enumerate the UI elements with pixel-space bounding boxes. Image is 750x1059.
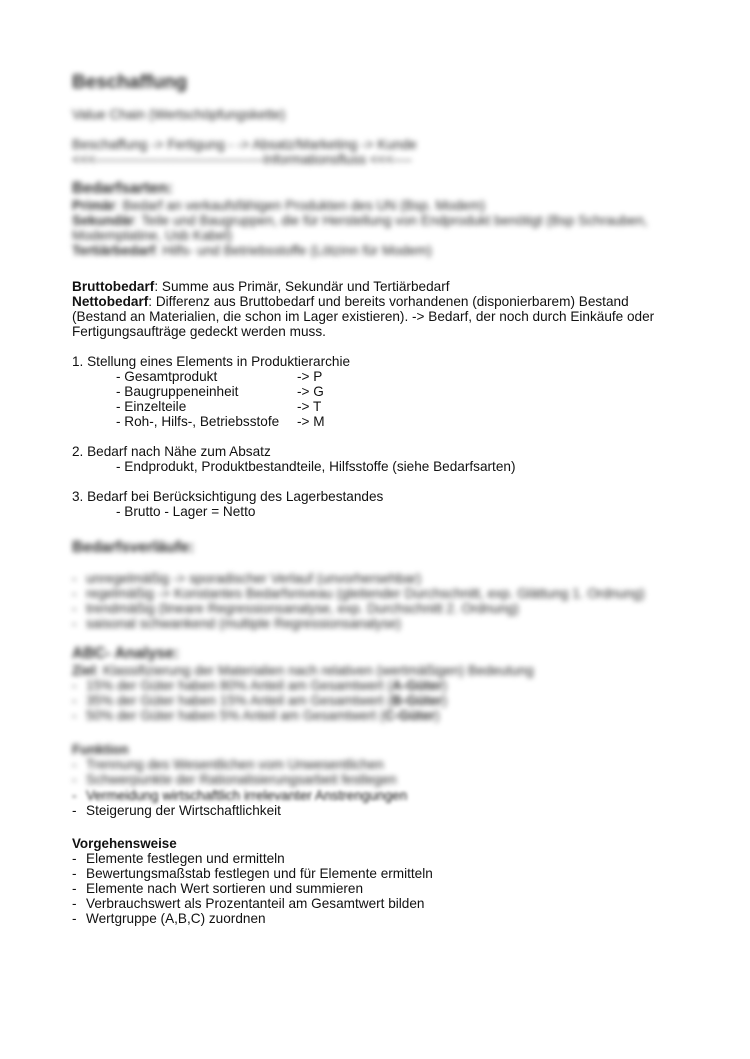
item2-heading: 2. Bedarf nach Nähe zum Absatz	[72, 444, 271, 459]
primaer-text: : Bedarf an verkaufsfähigen Produkten des UN (Bsp. Modem)	[115, 198, 486, 213]
item3-heading: 3. Bedarf bei Berücksichtigung des Lagerbestandes	[72, 489, 384, 504]
netto-term: Nettobedarf	[72, 294, 149, 309]
bedarf-tertiaer	[72, 243, 710, 258]
ziel-term: Ziel	[72, 663, 96, 678]
page-title: Beschaffung	[72, 72, 188, 93]
abc-ziel	[72, 663, 710, 678]
blurred-lower-section	[72, 538, 710, 787]
list-item: - Schwerpunkte der Rationalisierungsarbeit festlegen	[72, 772, 710, 787]
funktion-clear-list	[72, 803, 710, 818]
abc-list	[72, 678, 710, 723]
abc-item-end: )	[435, 708, 440, 723]
list-item: - Elemente nach Wert sortieren und summieren	[72, 881, 710, 896]
abc-item-bold: A-Güter	[392, 678, 443, 693]
hierarchy-label: - Gesamtprodukt	[116, 369, 218, 384]
abc-item-end: )	[442, 693, 448, 708]
list-item: - Verbrauchswert als Prozentanteil am Gesamtwert bilden	[72, 896, 710, 911]
list-item: - Wertgruppe (A,B,C) zuordnen	[72, 911, 710, 926]
brutto-text: : Summe aus Primär, Sekundär und Tertiärbedarf	[154, 279, 450, 294]
abc-item-bold: B-Güter	[392, 693, 443, 708]
hierarchy-label: - Baugruppeneinheit	[116, 384, 239, 399]
abc-item-bold: C-Güter	[384, 708, 436, 723]
netto-line2: (Bestand an Materialien, die schon im Lager existieren). -> Bedarf, der noch durch Einkäufe oder	[72, 309, 655, 324]
hierarchy-code: -> M	[297, 414, 325, 429]
value-chain-flow: Beschaffung -> Fertigung - -> Absatz/Marketing -> Kunde	[72, 137, 417, 152]
hierarchy-code: -> P	[297, 369, 323, 384]
hierarchy-row	[72, 414, 710, 429]
hierarchy-row	[72, 384, 710, 399]
tertiaer-term: Tertiärbedarf	[72, 243, 155, 258]
abc-heading: ABC- Analyse:	[72, 645, 180, 662]
list-item	[72, 678, 710, 693]
value-chain-heading: Value Chain (Wertschöpfungskette)	[72, 107, 286, 122]
ziel-text: : Klassifizierung der Materialien nach relativen (wertmäßigen) Bedeutung	[95, 663, 534, 678]
bedarf-sekundaer	[72, 213, 710, 228]
list-item: - Trennung des Wesentlichen vom Unwesentlichen	[72, 757, 710, 772]
abc-item-text: 35% der Güter haben 15% Anteil am Gesamtwert (	[86, 693, 393, 708]
abc-item-text: 50% der Güter haben 5% Anteil am Gesamtwert (	[86, 708, 385, 723]
netto-line3: Fertigungsaufträge gedeckt werden muss.	[72, 324, 326, 339]
list-item: - Steigerung der Wirtschaftlichkeit	[72, 803, 710, 818]
funktion-heading: Funktion	[72, 742, 129, 757]
verlaeufe-list	[72, 571, 710, 631]
hierarchy-code: -> T	[297, 399, 322, 414]
funktion-partial-list	[72, 788, 407, 803]
bedarf-primaer	[72, 198, 710, 213]
item3-sub: - Brutto - Lager = Netto	[116, 504, 256, 519]
abc-item-text: 15% der Güter haben 80% Anteil am Gesamtwert (	[86, 678, 393, 693]
list-item	[72, 708, 710, 723]
nettobedarf-line	[72, 294, 710, 309]
clear-middle-section	[72, 279, 710, 519]
verlaeufe-heading: Bedarfsverläufe:	[72, 539, 195, 556]
value-chain-info: <<<-------------------------------------Informationsfluss <<<----	[72, 152, 412, 167]
hierarchy-code: -> G	[297, 384, 324, 399]
list-item: - trendmäßig (lineare Regressionsanalyse, exp. Durchschnitt 2. Ordnung)	[72, 601, 710, 616]
list-item: - saisonal schwankend (multiple Regressionsanalyse)	[72, 616, 710, 631]
list-item: - Vermeidung wirtschaftlich irrelevanter Anstrengungen	[72, 788, 407, 803]
list-item: - regelmäßig -> Konstantes Bedarfsniveau (gleitender Durchschnitt, exp. Glättung 1. Ordnung)	[72, 586, 710, 601]
blurred-header-section	[72, 72, 710, 258]
sekundaer-term: Sekundär	[72, 213, 134, 228]
netto-line1: : Differenz aus Bruttobedarf und bereits vorhandenen (disponierbarem) Bestand	[148, 294, 629, 309]
bedarf-sekundaer-cont: Modemplatine, Usb Kabel)	[72, 228, 233, 243]
item2-sub: - Endprodukt, Produktbestandteile, Hilfsstoffe (siehe Bedarfsarten)	[116, 459, 516, 474]
hierarchy-row	[72, 399, 710, 414]
list-item: - Elemente festlegen und ermitteln	[72, 851, 710, 866]
vorgehen-heading: Vorgehensweise	[72, 836, 177, 851]
vorgehen-list	[72, 851, 710, 926]
sekundaer-text: : Teile und Baugruppen, die für Herstellung von Endprodukt benötigt (Bsp Schrauben,	[133, 213, 648, 228]
tertiaer-text: : Hilfs- und Betriebsstoffe (Lötzinn für Modem)	[154, 243, 432, 258]
list-item: - Bewertungsmaßstab festlegen und für Elemente ermitteln	[72, 866, 710, 881]
funktion-blurred-list	[72, 757, 710, 787]
list-item: - unregelmäßig -> sporadischer Verlauf (unvorhersehbar)	[72, 571, 710, 586]
bruttobedarf-line	[72, 279, 710, 294]
abc-item-end: )	[442, 678, 448, 693]
hierarchy-row	[72, 369, 710, 384]
brutto-term: Bruttobedarf	[72, 279, 155, 294]
list-item	[72, 693, 710, 708]
clear-bottom-section	[72, 803, 710, 926]
bedarfsarten-heading: Bedarfsarten:	[72, 180, 173, 197]
hierarchy-label: - Einzelteile	[116, 399, 187, 414]
primaer-term: Primär	[72, 198, 116, 213]
item1-heading: 1. Stellung eines Elements in Produktierarchie	[72, 354, 351, 369]
hierarchy-label: - Roh-, Hilfs-, Betriebsstofe	[116, 414, 280, 429]
